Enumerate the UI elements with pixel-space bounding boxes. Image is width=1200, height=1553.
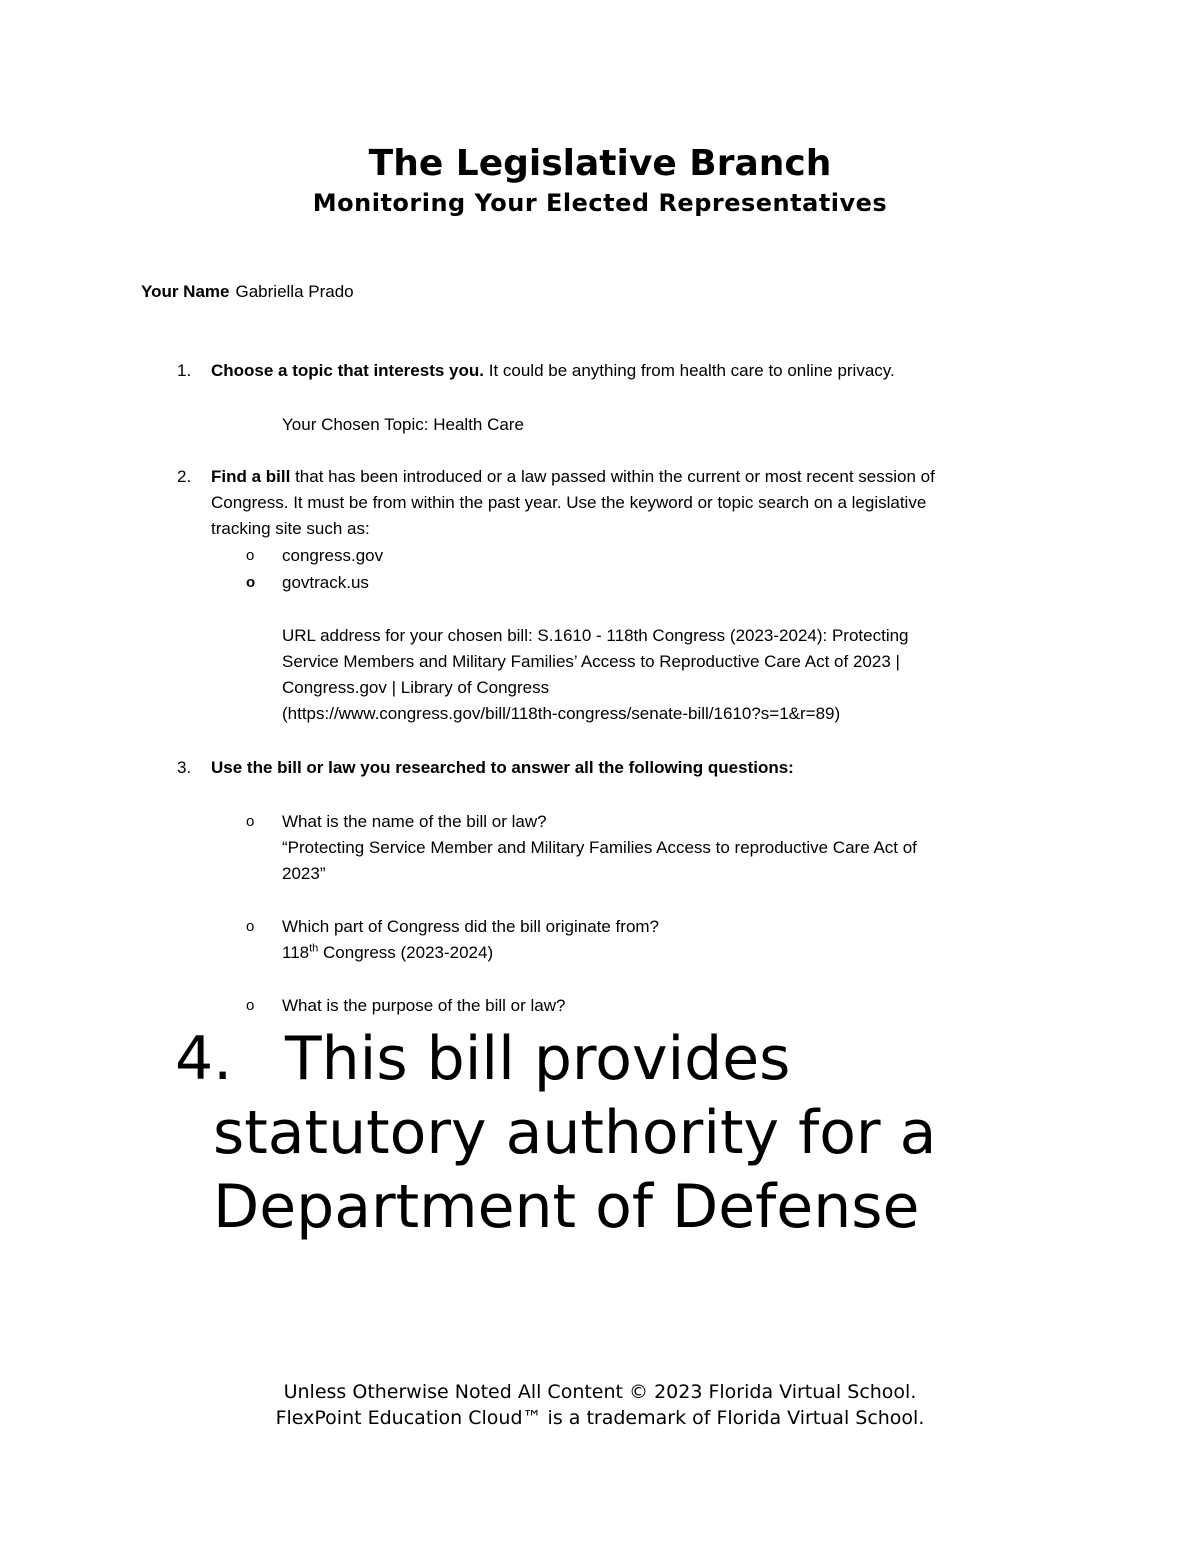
q3-item-name [246, 809, 1142, 887]
name-label: Your Name [141, 282, 230, 301]
question-2 [177, 464, 1111, 542]
question-2-number: 2. [177, 467, 192, 486]
question-1-bold: Choose a topic that interests you. [211, 361, 484, 380]
site-item-govtrack [246, 570, 369, 596]
topic-answer: Your Chosen Topic: Health Care [282, 415, 524, 434]
origin-answer-number: 118 [282, 943, 310, 962]
question-1-text: It could be anything from health care to online privacy. [484, 361, 895, 380]
page-title: The Legislative Branch [368, 143, 832, 184]
question-2-line1: that has been introduced or a law passed within the current or most recent session of [290, 467, 935, 486]
question-3-number: 3. [177, 758, 192, 777]
bullet-mark: o [246, 813, 255, 830]
q3-item-name-answer-1: “Protecting Service Member and Military Families Access to reproductive Care Act of [282, 838, 917, 857]
q3-item-origin-answer [282, 940, 1142, 966]
large-line-3: Department of Defense [213, 1172, 920, 1242]
url-line-4: (https://www.congress.gov/bill/118th-congress/senate-bill/1610?s=1&r=89) [282, 704, 841, 723]
question-3-bold: Use the bill or law you researched to answer all the following questions: [211, 758, 794, 777]
page-subtitle: Monitoring Your Elected Representatives [312, 189, 888, 217]
large-item-number: 4. [175, 1024, 233, 1094]
bullet-mark: o [246, 997, 255, 1014]
q3-item-purpose [246, 993, 566, 1019]
question-2-line2: Congress. It must be from within the past year. Use the keyword or topic search on a legislative [211, 493, 927, 512]
bullet-mark: o [246, 918, 255, 935]
footer-line-1: Unless Otherwise Noted All Content © 2023 Florida Virtual School. [283, 1381, 917, 1403]
q3-item-origin-question: Which part of Congress did the bill originate from? [282, 917, 660, 936]
question-3 [177, 755, 794, 781]
q3-item-name-question: What is the name of the bill or law? [282, 812, 547, 831]
site-govtrack-us: govtrack.us [282, 573, 369, 592]
question-1-number: 1. [177, 361, 192, 380]
student-name-row [141, 280, 354, 304]
origin-answer-sup: th [309, 942, 319, 955]
origin-answer-text: Congress (2023-2024) [318, 943, 494, 962]
name-value: Gabriella Prado [235, 282, 354, 301]
url-answer [282, 623, 1142, 727]
site-item-congress [246, 543, 384, 569]
url-line-2: Service Members and Military Families’ Access to Reproductive Care Act of 2023 | [282, 652, 900, 671]
bullet-mark: o [246, 547, 255, 564]
question-1 [177, 358, 895, 384]
question-2-line3: tracking site such as: [211, 519, 370, 538]
site-congress-gov: congress.gov [282, 546, 384, 565]
footer-line-2: FlexPoint Education Cloud™ is a trademark of Florida Virtual School. [275, 1407, 925, 1429]
large-line-2: statutory authority for a [213, 1098, 937, 1168]
q3-item-name-answer-2: 2023” [282, 864, 326, 883]
url-line-1: URL address for your chosen bill: S.1610 - 118th Congress (2023-2024): Protecting [282, 626, 909, 645]
large-line-1: This bill provides [285, 1024, 791, 1094]
q3-item-origin [246, 914, 1142, 966]
page-footer [0, 1379, 1200, 1431]
bullet-mark: o [246, 574, 256, 591]
url-line-3: Congress.gov | Library of Congress [282, 678, 550, 697]
question-2-bold: Find a bill [211, 467, 291, 486]
q3-item-purpose-question: What is the purpose of the bill or law? [282, 996, 566, 1015]
